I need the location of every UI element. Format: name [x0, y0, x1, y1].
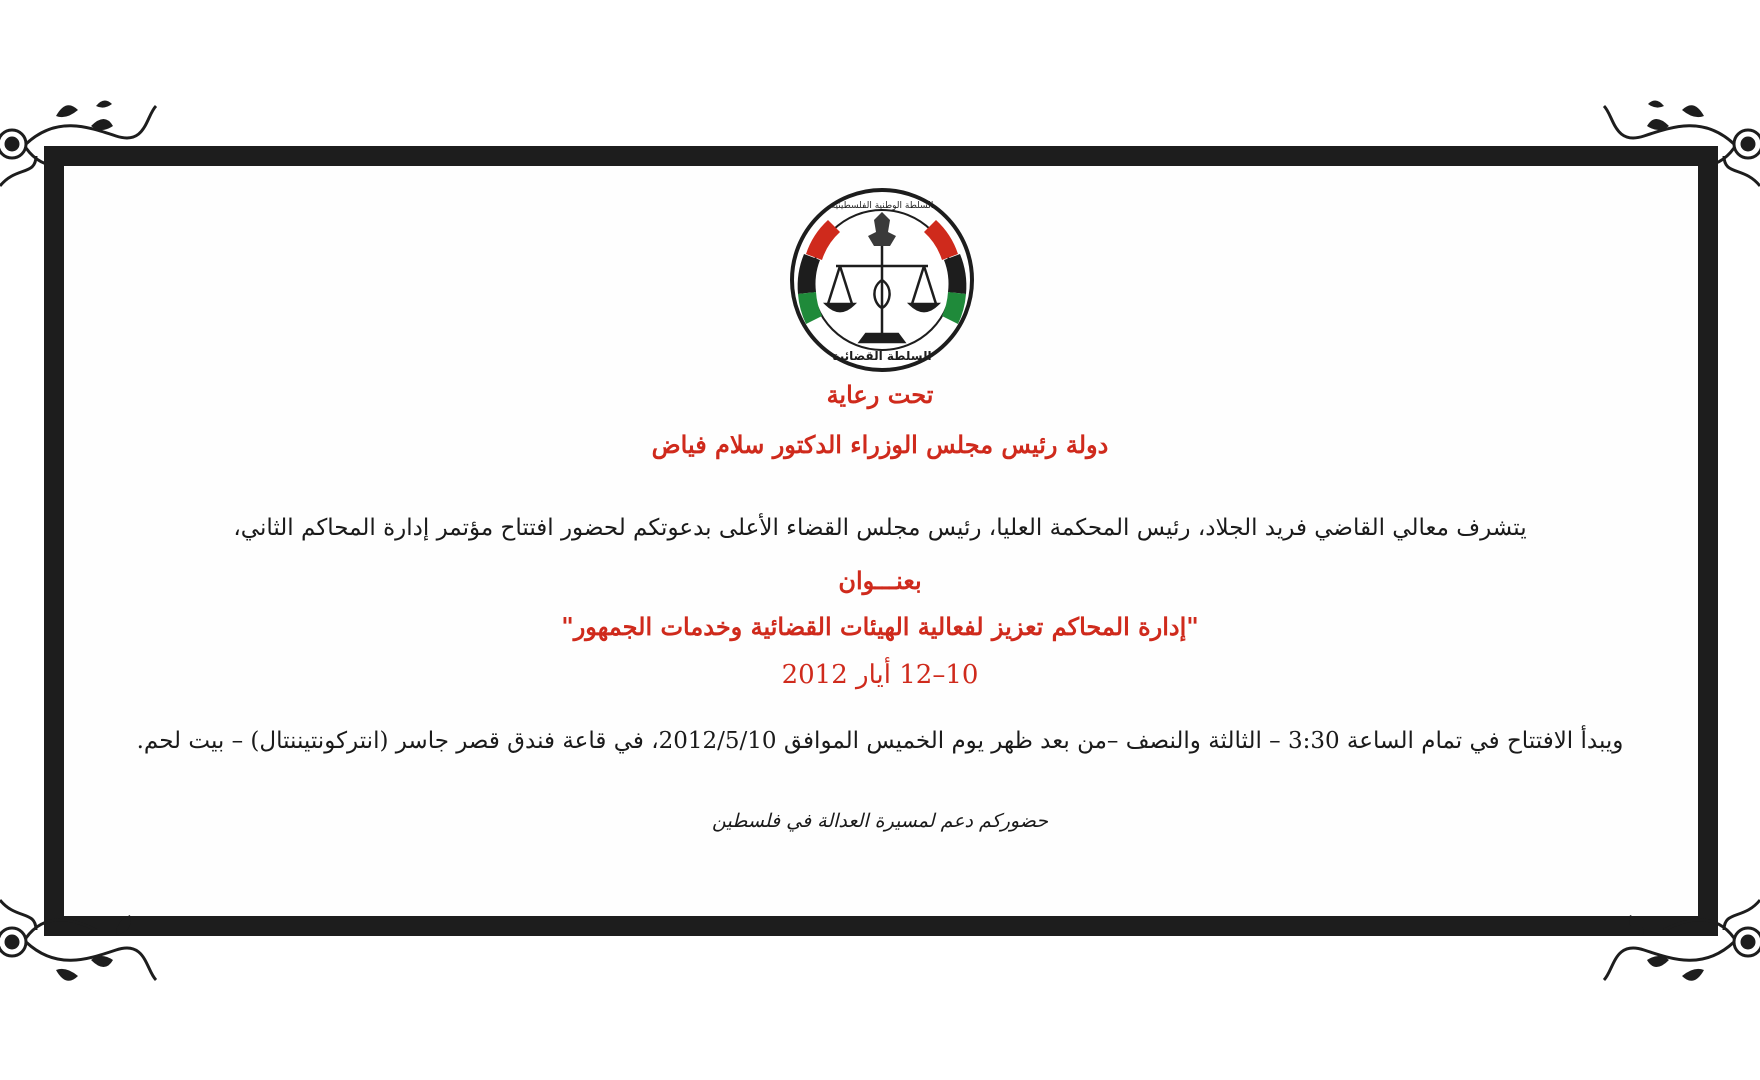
closing-line: حضوركم دعم لمسيرة العدالة في فلسطين	[712, 810, 1048, 832]
conference-dates: 10–12 أيار 2012	[781, 660, 979, 690]
titled-label: بعنـــوان	[838, 566, 922, 595]
judicial-authority-emblem	[784, 184, 980, 376]
under-patronage-heading: تحت رعاية	[826, 380, 934, 409]
corner-ornament-bottom-left	[0, 860, 166, 990]
corner-ornament-bottom-right	[1594, 860, 1760, 990]
conference-title: "إدارة المحاكم تعزيز لفعالية الهيئات القضائية وخدمات الجمهور"	[561, 612, 1199, 641]
emblem-ring-text: السلطة الوطنية الفلسطينية	[830, 201, 934, 211]
invitation-text: يتشرف معالي القاضي فريد الجلاد، رئيس المحكمة العليا، رئيس مجلس القضاء الأعلى بدعوتكم لحضور افتتاح مؤتمر إدارة المحاكم الثاني،	[233, 515, 1527, 541]
emblem-bottom-text: السلطة القضائية	[832, 349, 932, 363]
opening-details: ويبدأ الافتتاح في تمام الساعة 3:30 – الثالثة والنصف –من بعد ظهر يوم الخميس الموافق 2012/5/10، في قاعة فندق قصر جاسر (انتركونتيننتال) – بيت لحم.	[136, 728, 1624, 754]
patron-name: دولة رئيس مجلس الوزراء الدكتور سلام فياض	[651, 430, 1109, 459]
